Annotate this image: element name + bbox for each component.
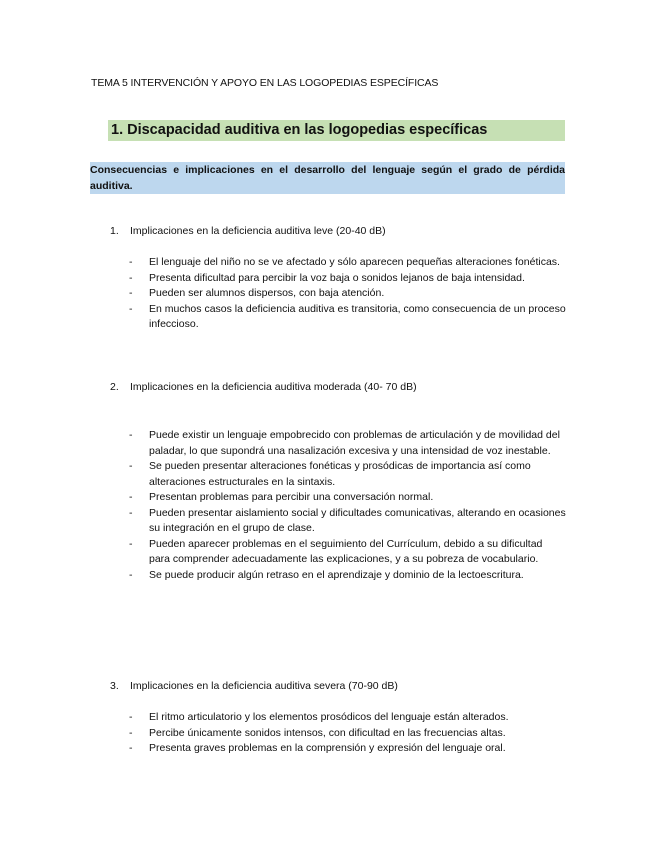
section-1-number: 1. [110, 225, 119, 237]
list-item-text: Puede existir un lenguaje empobrecido con problemas de articulación y de movilidad del paladar, lo que supondrá una nasalización excesiva y una intensidad de voz inestable. [149, 429, 560, 457]
bullet-dash: - [129, 491, 133, 503]
section-3-list [129, 710, 566, 757]
list-item [129, 726, 566, 742]
section-3-title [110, 680, 398, 692]
bullet-dash: - [129, 287, 133, 299]
subheading: Consecuencias e implicaciones en el desarrollo del lenguaje según el grado de pérdida auditiva. [90, 164, 565, 192]
list-item [129, 490, 566, 506]
list-item-text: El lenguaje del niño no se ve afectado y sólo aparecen pequeñas alteraciones fonéticas. [149, 256, 560, 268]
list-item [129, 537, 566, 568]
bullet-dash: - [129, 429, 133, 441]
document-title: TEMA 5 INTERVENCIÓN Y APOYO EN LAS LOGOPEDIAS ESPECÍFICAS [91, 77, 439, 89]
list-item [129, 302, 566, 333]
list-item-text: Percibe únicamente sonidos intensos, con dificultad en las frecuencias altas. [149, 726, 506, 739]
list-item [129, 710, 566, 726]
section-2-list [129, 428, 566, 583]
list-item [129, 741, 566, 757]
bullet-dash: - [129, 568, 133, 581]
list-item [129, 428, 566, 459]
section-2-title [110, 381, 417, 393]
list-item-text: En muchos casos la deficiencia auditiva es transitoria, como consecuencia de un proceso infeccioso. [149, 302, 566, 330]
bullet-dash: - [129, 726, 133, 739]
section-3-number: 3. [110, 680, 119, 692]
heading-1 [108, 120, 565, 141]
list-item-text: Se pueden presentar alteraciones fonéticas y prosódicas de importancia así como alteraciones estructurales en la sintaxis. [149, 460, 531, 488]
list-item-text: Pueden ser alumnos dispersos, con baja atención. [149, 287, 385, 299]
section-3-title-text: Implicaciones en la deficiencia auditiva severa (70-90 dB) [130, 680, 398, 692]
section-1-title [110, 225, 386, 237]
list-item-text: Pueden aparecer problemas en el seguimiento del Currículum, debido a su dificultad para comprender adecuadamente las explicaciones, y a su pobreza de vocabulario. [149, 537, 543, 565]
bullet-dash: - [129, 506, 133, 519]
list-item-text: Presentan problemas para percibir una conversación normal. [149, 491, 434, 503]
list-item-text: Se puede producir algún retraso en el aprendizaje y dominio de la lectoescritura. [149, 568, 524, 581]
list-item [129, 271, 566, 287]
list-item [129, 568, 566, 584]
list-item [129, 286, 566, 302]
section-1-title-text: Implicaciones en la deficiencia auditiva leve (20-40 dB) [130, 225, 386, 237]
bullet-dash: - [129, 537, 133, 550]
bullet-dash: - [129, 711, 133, 723]
section-2-title-text: Implicaciones en la deficiencia auditiva moderada (40- 70 dB) [130, 381, 417, 393]
list-item [129, 506, 566, 537]
bullet-dash: - [129, 302, 133, 315]
list-item-text: Presenta dificultad para percibir la voz baja o sonidos lejanos de baja intensidad. [149, 271, 525, 284]
list-item [129, 255, 566, 271]
list-item-text: Pueden presentar aislamiento social y dificultades comunicativas, alterando en ocasiones su integración en el grupo de clase. [149, 506, 566, 534]
bullet-dash: - [129, 460, 133, 472]
bullet-dash: - [129, 256, 133, 268]
bullet-dash: - [129, 271, 133, 284]
section-1-list [129, 255, 566, 333]
section-2-number: 2. [110, 381, 119, 393]
list-item-text: El ritmo articulatorio y los elementos prosódicos del lenguaje están alterados. [149, 711, 509, 723]
list-item [129, 459, 566, 490]
heading-1-text: 1. Discapacidad auditiva en las logopedias específicas [111, 122, 488, 138]
bullet-dash: - [129, 742, 133, 754]
list-item-text: Presenta graves problemas en la comprensión y expresión del lenguaje oral. [149, 742, 506, 754]
